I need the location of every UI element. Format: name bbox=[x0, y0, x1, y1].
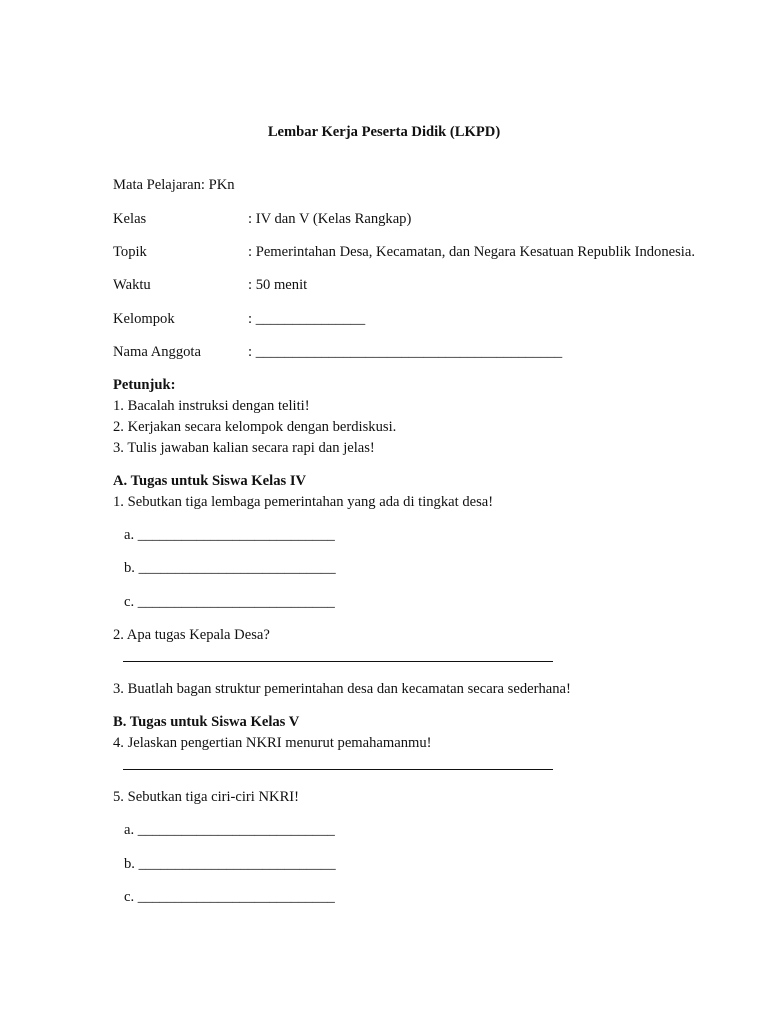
field-label: Topik bbox=[113, 244, 147, 260]
field-waktu bbox=[113, 277, 307, 294]
page-title: Lembar Kerja Peserta Didik (LKPD) bbox=[267, 124, 501, 140]
field-kelompok bbox=[113, 311, 365, 328]
instruction-item: 1. Bacalah instruksi dengan teliti! bbox=[113, 398, 310, 414]
question-5: 5. Sebutkan tiga ciri-ciri NKRI! bbox=[113, 789, 300, 805]
question-2: 2. Apa tugas Kepala Desa? bbox=[113, 627, 270, 643]
field-label: Kelas bbox=[113, 211, 147, 227]
answer-option-c: c. ___________________________ bbox=[124, 594, 335, 610]
field-kelas bbox=[113, 211, 411, 228]
field-value: : __________________________________________ bbox=[248, 344, 563, 360]
section-a-heading: A. Tugas untuk Siswa Kelas IV bbox=[113, 473, 307, 489]
field-label: Kelompok bbox=[113, 311, 175, 327]
answer-option-b: b. ___________________________ bbox=[124, 856, 336, 872]
question-1: 1. Sebutkan tiga lembaga pemerintahan yang ada di tingkat desa! bbox=[113, 494, 494, 510]
answer-option-a: a. ___________________________ bbox=[124, 527, 335, 543]
answer-option-b: b. ___________________________ bbox=[124, 560, 336, 576]
field-value: : Pemerintahan Desa, Kecamatan, dan Negara Kesatuan Republik Indonesia. bbox=[248, 244, 695, 260]
field-nama-anggota bbox=[113, 344, 562, 361]
field-label: Waktu bbox=[113, 277, 151, 293]
field-value: : IV dan V (Kelas Rangkap) bbox=[248, 211, 412, 227]
instruction-item: 3. Tulis jawaban kalian secara rapi dan jelas! bbox=[113, 440, 375, 456]
answer-option-c: c. ___________________________ bbox=[124, 889, 335, 905]
answer-line bbox=[123, 769, 553, 770]
section-b-heading: B. Tugas untuk Siswa Kelas V bbox=[113, 714, 300, 730]
instructions-heading: Petunjuk: bbox=[113, 377, 176, 393]
field-label: Nama Anggota bbox=[113, 344, 201, 360]
field-value: : 50 menit bbox=[248, 277, 308, 293]
question-4: 4. Jelaskan pengertian NKRI menurut pemahamanmu! bbox=[113, 735, 432, 751]
instruction-item: 2. Kerjakan secara kelompok dengan berdiskusi. bbox=[113, 419, 397, 435]
answer-option-a: a. ___________________________ bbox=[124, 822, 335, 838]
field-value: : _______________ bbox=[248, 311, 366, 327]
subject-line: Mata Pelajaran: PKn bbox=[113, 177, 235, 193]
field-topik bbox=[113, 244, 695, 261]
answer-line bbox=[123, 661, 553, 662]
question-3: 3. Buatlah bagan struktur pemerintahan desa dan kecamatan secara sederhana! bbox=[113, 681, 571, 697]
